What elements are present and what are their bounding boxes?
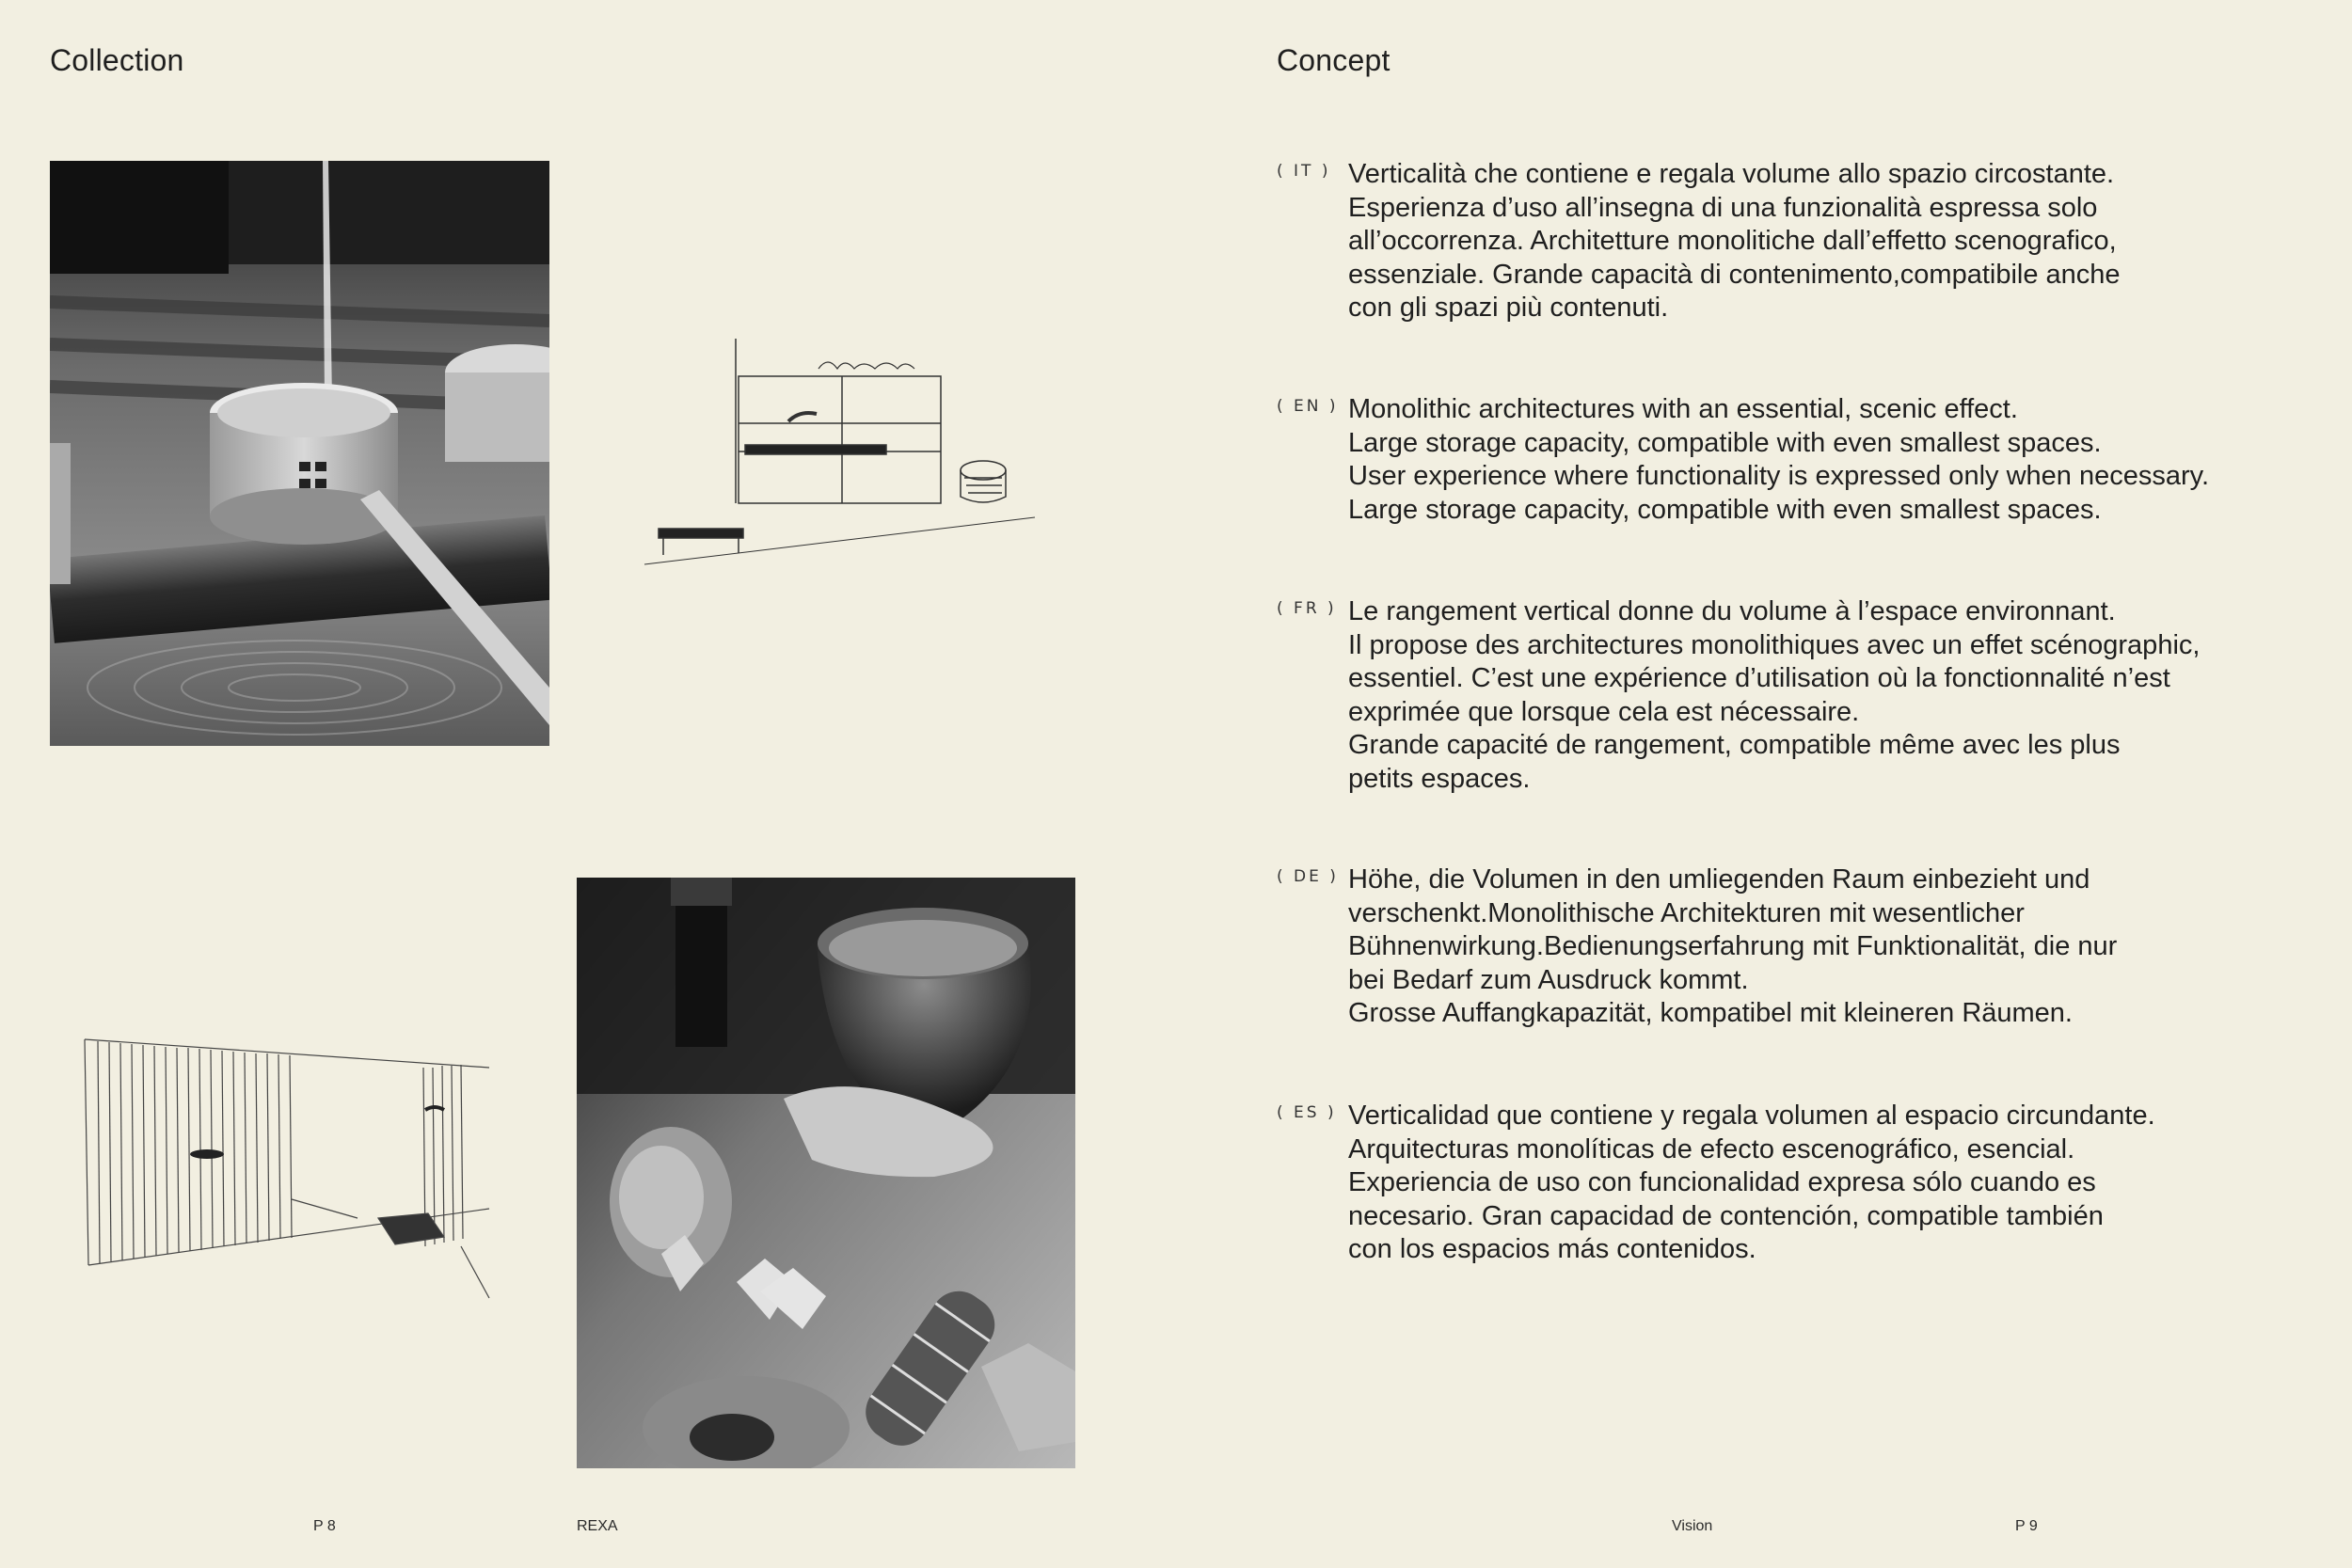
concept-text	[1348, 863, 2312, 1031]
concept-block-es	[1277, 1100, 2312, 1267]
language-tag: ( IT )	[1277, 162, 1331, 181]
concept-block-en	[1277, 393, 2312, 527]
text-line: essentiel. C’est une expérience d’utilisation où la fonctionnalité n’est	[1348, 663, 2170, 693]
text-line: bei Bedarf zum Ausdruck kommt.	[1348, 964, 1749, 995]
concept-title: Concept	[1277, 43, 1391, 77]
language-tag: ( FR )	[1277, 599, 1337, 618]
text-line: necesario. Gran capacidad de contención, compatible también	[1348, 1200, 2104, 1231]
text-line: Large storage capacity, compatible with even smallest spaces.	[1348, 494, 2102, 525]
language-tag: ( ES )	[1277, 1103, 1337, 1122]
shelf-sketch	[640, 320, 1054, 583]
text-line: all’occorrenza. Architetture monolitiche dall’effetto scenografico,	[1348, 226, 2117, 256]
concept-text	[1348, 1100, 2312, 1267]
text-line: petits espaces.	[1348, 763, 1531, 794]
text-line: exprimée que lorsque cela est nécessaire.	[1348, 696, 1860, 727]
text-line: Il propose des architectures monolithiques avec un effet scénographic,	[1348, 629, 2201, 660]
text-line: Le rangement vertical donne du volume à l’espace environnant.	[1348, 596, 2116, 626]
language-tag: ( DE )	[1277, 867, 1339, 886]
concept-block-it	[1277, 158, 2312, 325]
text-line: Arquitecturas monolíticas de efecto escenográfico, esencial.	[1348, 1133, 2075, 1164]
page-number-left: P 8	[313, 1518, 336, 1534]
language-tag: ( EN )	[1277, 397, 1339, 416]
text-line: con gli spazi più contenuti.	[1348, 293, 1669, 323]
text-line: Verticalità che contiene e regala volume allo spazio circostante.	[1348, 159, 2115, 189]
page-number-right: P 9	[2015, 1518, 2038, 1534]
concept-text	[1348, 393, 2312, 527]
text-line: Grande capacité de rangement, compatible même avec les plus	[1348, 730, 2121, 760]
text-line: Grosse Auffangkapazität, kompatibel mit kleineren Räumen.	[1348, 998, 2073, 1028]
brand-name: REXA	[577, 1518, 618, 1534]
concept-block-fr	[1277, 595, 2312, 796]
text-line: Large storage capacity, compatible with even smallest spaces.	[1348, 427, 2102, 458]
water-ladle-photo	[50, 161, 549, 746]
text-line: Esperienza d’uso all’insegna di una funzionalità espressa solo	[1348, 192, 2098, 223]
text-line: con los espacios más contenidos.	[1348, 1234, 1756, 1264]
text-line: Verticalidad que contiene y regala volumen al espacio circundante.	[1348, 1101, 2155, 1131]
wall-panel-sketch	[75, 1021, 508, 1322]
text-line: Höhe, die Volumen in den umliegenden Raum einbezieht und	[1348, 864, 2090, 895]
collection-title: Collection	[50, 43, 184, 77]
text-line: Monolithic architectures with an essential, scenic effect.	[1348, 394, 2018, 424]
text-line: Bühnenwirkung.Bedienungserfahrung mit Funktionalität, die nur	[1348, 931, 2118, 961]
text-line: essenziale. Grande capacità di contenimento,compatibile anche	[1348, 259, 2121, 290]
section-name: Vision	[1672, 1518, 1713, 1534]
concept-block-de	[1277, 863, 2312, 1031]
singing-bowl-photo	[577, 878, 1075, 1468]
concept-text	[1348, 595, 2312, 796]
text-line: User experience where functionality is expressed only when necessary.	[1348, 461, 2210, 491]
text-line: verschenkt.Monolithische Architekturen mit wesentlicher	[1348, 897, 2025, 928]
text-line: Experiencia de uso con funcionalidad expresa sólo cuando es	[1348, 1167, 2096, 1197]
concept-text	[1348, 158, 2312, 325]
